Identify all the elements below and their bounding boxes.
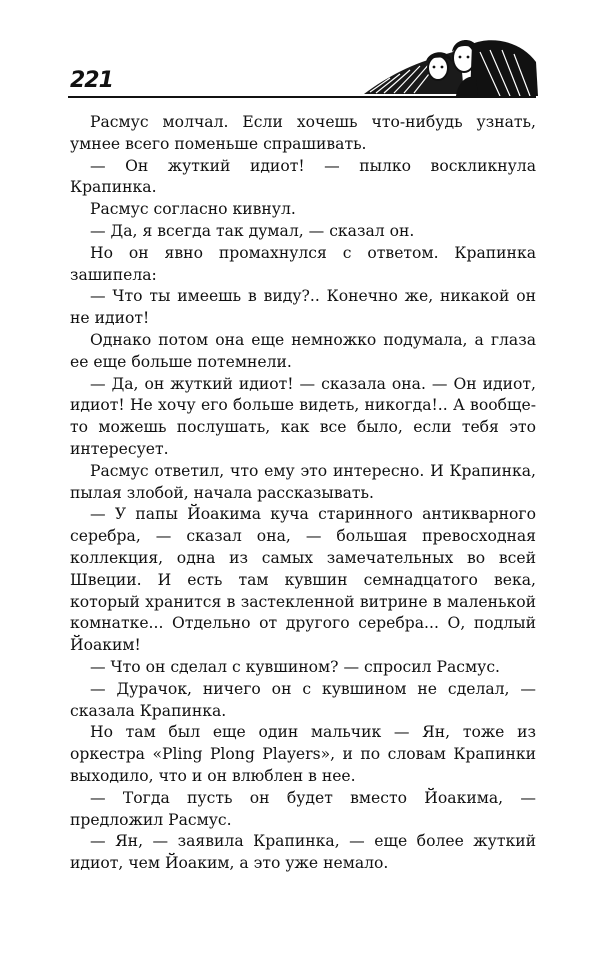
paragraph: Расмус молчал. Если хочешь что-нибудь узнать, умнее всего поменьше спрашивать.	[70, 113, 536, 153]
body-text	[70, 112, 536, 875]
page-number: 221	[70, 68, 113, 93]
paragraph: — У папы Йоакима куча старинного антикварного серебра, — сказал она, — большая превосходная коллекция, одна из самых замечательных во всей Швеции. И есть там кувшин семнадцатого века, который хранится в застекленной витрине в маленькой комнатке... Отдельно от другого серебра... О, подлый Йоаким!	[70, 505, 536, 655]
paragraph: Но там был еще один мальчик — Ян, тоже из оркестра «Pling Plong Players», и по словам Крапинки выходило, что и он влюблен в нее.	[70, 723, 536, 785]
paragraph: — Что ты имеешь в виду?.. Конечно же, никакой он не идиот!	[70, 287, 536, 328]
paragraph: Расмус ответил, что ему это интересно. И Крапинка, пылая злобой, начала рассказывать.	[70, 461, 536, 502]
paragraph: — Да, я всегда так думал, — сказал он.	[90, 221, 415, 240]
paragraph: — Что он сделал с кувшином? — спросил Расмус.	[90, 657, 501, 676]
paragraph: — Тогда пусть он будет вместо Йоакима, — предложил Расмус.	[70, 788, 536, 829]
header-rule	[68, 96, 536, 98]
paragraph: — Он жуткий идиот! — пылко воскликнула Крапинка.	[70, 156, 536, 197]
paragraph: Но он явно промахнулся с ответом. Крапинка зашипела:	[70, 243, 536, 284]
paragraph: Расмус согласно кивнул.	[90, 200, 296, 219]
paragraph: — Да, он жуткий идиот! — сказала она. — Он идиот, идиот! Не хочу его больше видеть, никогда!.. А вообще-то можешь послушать, как все было, если тебя это интересует.	[70, 374, 536, 458]
header-illustration	[360, 22, 540, 98]
paragraph: Однако потом она еще немножко подумала, а глаза ее еще больше потемнели.	[70, 330, 536, 371]
paragraph: — Дурачок, ничего он с кувшином не сделал, — сказала Крапинка.	[70, 679, 536, 720]
paragraph: — Ян, — заявила Крапинка, — еще более жуткий идиот, чем Йоаким, а это уже немало.	[70, 832, 536, 873]
